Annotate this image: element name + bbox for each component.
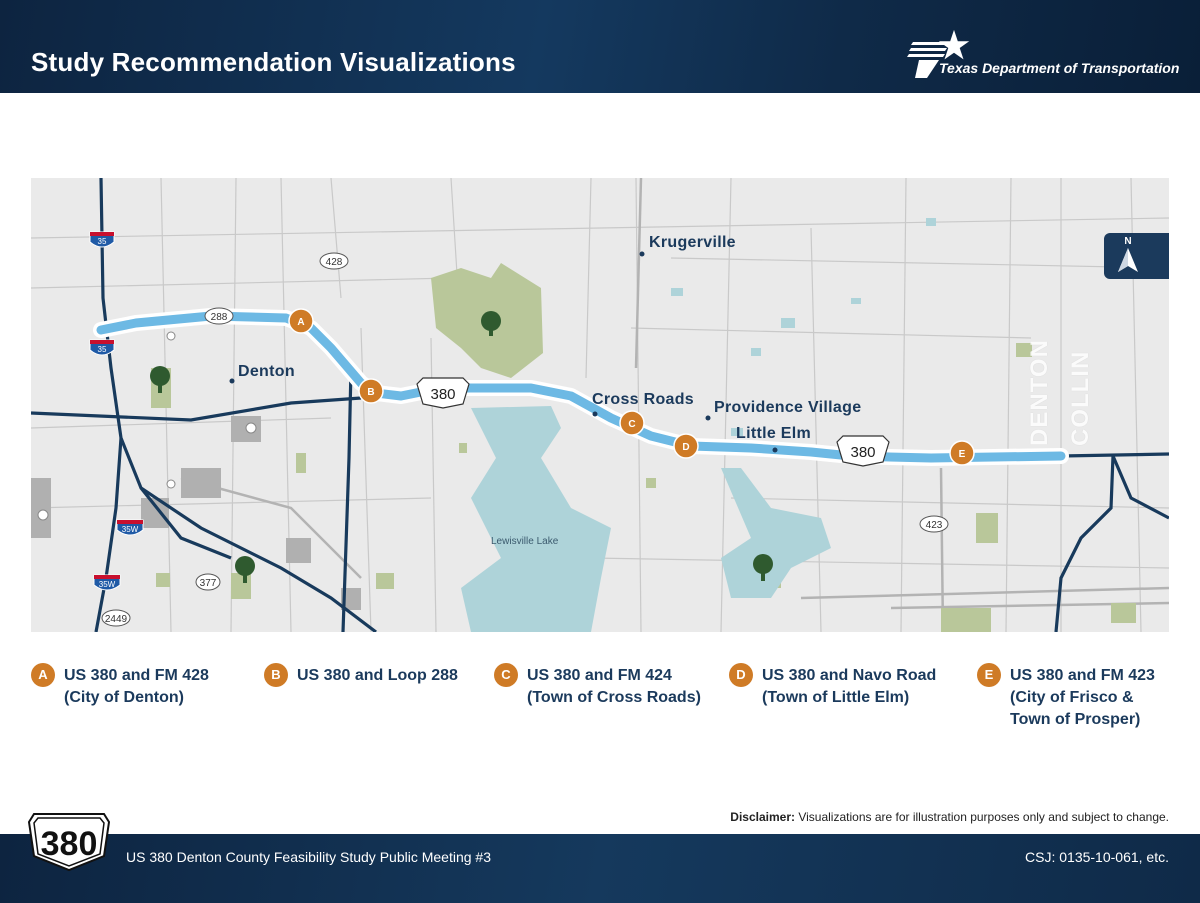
disclaimer [730, 810, 1169, 824]
page-title: Study Recommendation Visualizations [31, 47, 516, 77]
legend-text-d [762, 665, 936, 709]
road-label: 288 [210, 312, 228, 323]
study-map[interactable] [31, 178, 1169, 632]
legend-badge-b: B [264, 663, 288, 687]
legend-line: (Town of Cross Roads) [527, 689, 701, 706]
place-cross-roads: Cross Roads [592, 391, 694, 408]
interstate-shield-label: 35 [97, 237, 107, 246]
marker-label: D [682, 442, 690, 453]
road-label: 377 [199, 578, 217, 589]
county-collin-label: COLLIN [1067, 350, 1094, 446]
footer-csj: CSJ: 0135-10-061, etc. [1025, 849, 1169, 865]
legend-line: Town of Prosper) [1010, 711, 1141, 728]
north-arrow [1104, 233, 1169, 279]
north-arrow-icon [1118, 248, 1138, 272]
legend-line: US 380 and FM 424 [527, 667, 672, 684]
legend-line: US 380 and FM 423 [1010, 667, 1155, 684]
header-banner [0, 0, 1200, 93]
place-denton: Denton [238, 363, 295, 380]
road-label: 428 [325, 257, 343, 268]
legend-line: US 380 and FM 428 [64, 667, 209, 684]
legend-line: (City of Frisco & [1010, 689, 1134, 706]
legend-line: US 380 and Navo Road [762, 667, 937, 684]
legend-line: (City of Denton) [64, 689, 184, 706]
place-little-elm: Little Elm [736, 425, 812, 442]
legend-text-e [1010, 665, 1155, 731]
legend-line: (Town of Little Elm) [762, 689, 910, 706]
legend-text-c [527, 665, 701, 709]
footer-title: US 380 Denton County Feasibility Study Public Meeting #3 [126, 849, 491, 865]
footer-shield-label: 380 [40, 825, 98, 863]
us380-shield-label: 380 [430, 386, 456, 403]
disclaimer-text: Visualizations are for illustration purposes only and subject to change. [795, 810, 1169, 824]
agency-name: Texas Department of Transportation [939, 60, 1180, 76]
legend-line: US 380 and Loop 288 [297, 667, 458, 684]
place-krugerville: Krugerville [649, 234, 736, 251]
place-providence-village: Providence Village [714, 399, 862, 416]
legend-text-b [297, 665, 458, 687]
footer-banner [0, 834, 1200, 903]
lake-label: Lewisville Lake [491, 536, 559, 547]
legend-badge-e: E [977, 663, 1001, 687]
county-denton-label: DENTON [1026, 339, 1053, 446]
legend-badge-d: D [729, 663, 753, 687]
us380-logo-shield-icon [28, 812, 110, 872]
marker-label: A [297, 317, 305, 328]
interstate-shield-label: 35W [98, 580, 116, 589]
road-label: 423 [925, 520, 943, 531]
interstate-shield-label: 35 [97, 345, 107, 354]
legend-text-a [64, 665, 209, 709]
north-label: N [1124, 236, 1132, 247]
us380-shield-label: 380 [850, 444, 876, 461]
interstate-shield-label: 35W [121, 525, 139, 534]
disclaimer-label: Disclaimer: [730, 810, 795, 824]
marker-label: B [367, 387, 375, 398]
legend-badge-a: A [31, 663, 55, 687]
legend-badge-c: C [494, 663, 518, 687]
marker-label: E [958, 449, 966, 460]
marker-label: C [628, 419, 636, 430]
road-label: 2449 [104, 614, 128, 625]
